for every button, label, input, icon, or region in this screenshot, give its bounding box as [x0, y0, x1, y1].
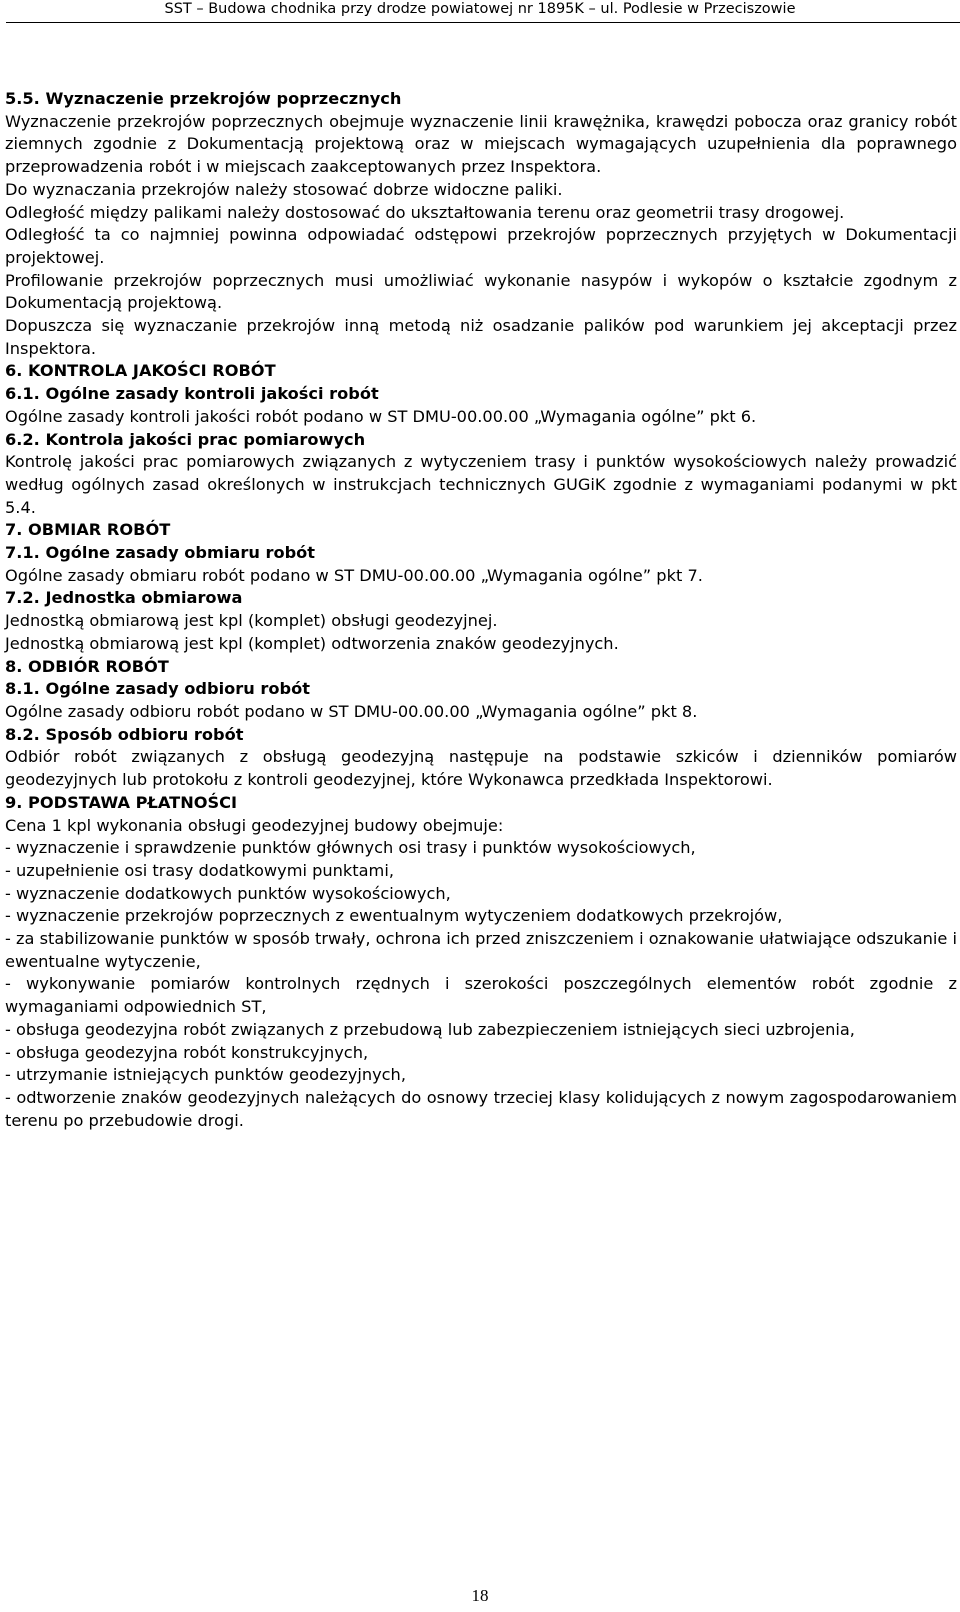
- section-heading: 8. ODBIÓR ROBÓT: [5, 656, 169, 676]
- page-header: SST – Budowa chodnika przy drodze powiatowej nr 1895K – ul. Podlesie w Przeciszowie: [164, 1, 796, 17]
- paragraph: Jednostką obmiarową jest kpl (komplet) odtworzenia znaków geodezyjnych.: [5, 633, 619, 653]
- list-item: - wyznaczenie przekrojów poprzecznych z ewentualnym wytyczeniem dodatkowych przekrojów,: [5, 906, 783, 926]
- subsection-heading: 7.2. Jednostka obmiarowa: [5, 588, 243, 608]
- list-item: - za stabilizowanie punktów w sposób trwały, ochrona ich przed zniszczeniem i oznakowanie ułatwiające odszukanie i ewentualne wytyczenie,: [5, 929, 957, 971]
- list-item: - utrzymanie istniejących punktów geodezyjnych,: [5, 1065, 406, 1085]
- paragraph: Ogólne zasady kontroli jakości robót podano w ST DMU-00.00.00 „Wymagania ogólne” pkt 6.: [5, 406, 757, 426]
- paragraph: Ogólne zasady odbioru robót podano w ST DMU-00.00.00 „Wymagania ogólne” pkt 8.: [5, 701, 698, 721]
- page-number: 18: [471, 1586, 489, 1605]
- paragraph: Do wyznaczania przekrojów należy stosować dobrze widoczne paliki.: [5, 179, 563, 199]
- section-heading: 5.5. Wyznaczenie przekrojów poprzecznych: [5, 89, 402, 108]
- paragraph: Odległość ta co najmniej powinna odpowiadać odstępowi przekrojów poprzecznych przyjętych w Dokumentacji projektowej.: [5, 225, 957, 267]
- subsection-heading: 6.2. Kontrola jakości prac pomiarowych: [5, 429, 366, 449]
- section-heading: 7. OBMIAR ROBÓT: [5, 520, 171, 540]
- list-item: - obsługa geodezyjna robót konstrukcyjnych,: [5, 1042, 369, 1062]
- list-item: - wyznaczenie dodatkowych punktów wysokościowych,: [5, 883, 451, 903]
- paragraph: Jednostką obmiarową jest kpl (komplet) obsługi geodezyjnej.: [5, 611, 498, 631]
- paragraph: Ogólne zasady obmiaru robót podano w ST DMU-00.00.00 „Wymagania ogólne” pkt 7.: [5, 565, 703, 585]
- paragraph: Wyznaczenie przekrojów poprzecznych obejmuje wyznaczenie linii krawężnika, krawędzi pobocza oraz granicy robót ziemnych zgodnie z Dokumentacją projektową oraz w miejscach wymagających uzupełnienia dla poprawnego przeprowadzenia robót i w miejscach zaakceptowanych przez Inspektora.: [5, 111, 957, 177]
- header-divider: [6, 22, 960, 23]
- subsection-heading: 8.1. Ogólne zasady odbioru robót: [5, 679, 310, 699]
- paragraph: Odbiór robót związanych z obsługą geodezyjną następuje na podstawie szkiców i dzienników pomiarów geodezyjnych lub protokołu z kontroli geodezyjnej, które Wykonawca przedkłada Inspektorowi.: [5, 747, 957, 790]
- list-item: - odtworzenie znaków geodezyjnych należących do osnowy trzeciej klasy kolidujących z nowym zagospodarowaniem terenu po przebudowie drogi.: [5, 1087, 957, 1130]
- list-item: - wyznaczenie i sprawdzenie punktów głównych osi trasy i punktów wysokościowych,: [5, 838, 696, 858]
- paragraph: Profilowanie przekrojów poprzecznych musi umożliwiać wykonanie nasypów i wykopów o kształcie zgodnym z Dokumentacją projektową.: [5, 270, 957, 313]
- section-heading: 6. KONTROLA JAKOŚCI ROBÓT: [5, 361, 276, 381]
- subsection-heading: 7.1. Ogólne zasady obmiaru robót: [5, 543, 316, 563]
- list-item: - obsługa geodezyjna robót związanych z przebudową lub zabezpieczeniem istniejących sieci uzbrojenia,: [5, 1019, 855, 1039]
- document-body: [5, 88, 957, 1132]
- subsection-heading: 6.1. Ogólne zasady kontroli jakości robót: [5, 384, 379, 404]
- list-item: - wykonywanie pomiarów kontrolnych rzędnych i szerokości poszczególnych elementów robót zgodnie z wymaganiami odpowiednich ST,: [5, 974, 957, 1017]
- paragraph: Odległość między palikami należy dostosować do ukształtowania terenu oraz geometrii trasy drogowej.: [5, 202, 845, 222]
- section-heading: 9. PODSTAWA PŁATNOŚCI: [5, 792, 238, 812]
- paragraph: Kontrolę jakości prac pomiarowych związanych z wytyczeniem trasy i punktów wysokościowych należy prowadzić według ogólnych zasad określonych w instrukcjach technicznych GUGiK zgodnie z wymaganiami podanymi w pkt 5.4.: [5, 452, 957, 517]
- paragraph: Dopuszcza się wyznaczanie przekrojów inną metodą niż osadzanie palików pod warunkiem jej akceptacji przez Inspektora.: [5, 316, 957, 358]
- list-item: - uzupełnienie osi trasy dodatkowymi punktami,: [5, 860, 394, 880]
- paragraph: Cena 1 kpl wykonania obsługi geodezyjnej budowy obejmuje:: [5, 815, 504, 835]
- subsection-heading: 8.2. Sposób odbioru robót: [5, 724, 244, 744]
